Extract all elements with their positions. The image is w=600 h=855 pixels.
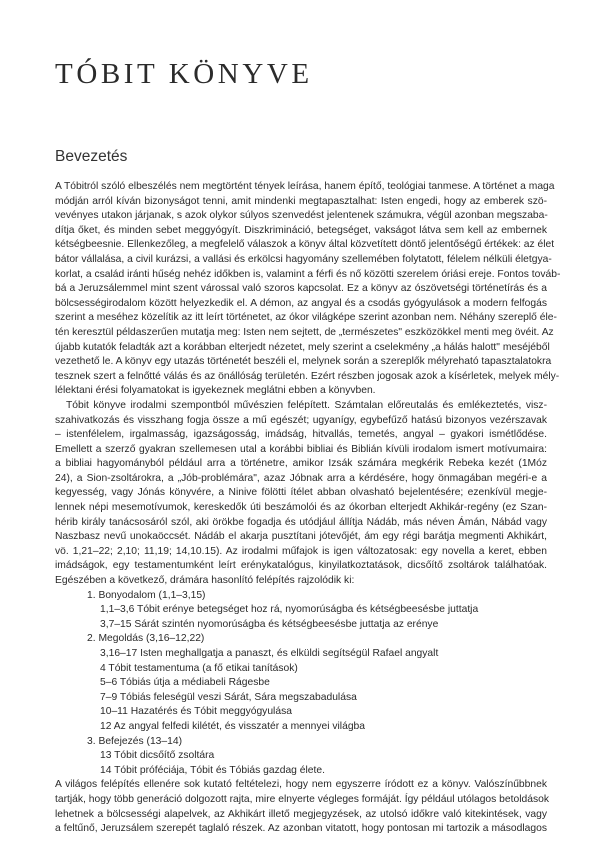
text-line: – istenfélelem, irgalmasság, igazságosság, imádság, hitvallás, temetés, angyal – gyakori ismétlődése. xyxy=(55,429,547,441)
text-line: dítja őket, és minden sebet meggyógyít. Diszkrimináció, betegséget, vakságot látva sem kell az embernek xyxy=(55,224,547,236)
text-line: A Tóbitról szóló elbeszélés nem megtörtént tények leírása, hanem építő, teológiai tanmese. A történet a maga xyxy=(55,181,555,192)
outline-section-heading: 1. Bonyodalom (1,1–3,15) xyxy=(87,589,206,601)
outline-item: 3,16–17 Isten meghallgatja a panaszt, és elküldi segítségül Rafael angyalt xyxy=(100,648,439,659)
section-heading: Bevezetés xyxy=(55,148,128,165)
text-line: a bibliai hagyományból például arra a történetre, amikor Izsák számára megkérik Rebeka kezét (1Móz xyxy=(55,458,547,470)
text-line: újabb kutatók feladták azt a korábban elterjedt nézetet, mely szerint a cselekmény „a hálás halott" meséjéből xyxy=(55,341,550,353)
text-line: tartják, hogy több generáció dolgozott rajta, mire elnyerte végleges formáját. Így például utólagos betoldások xyxy=(55,793,549,805)
book-title: TÓBIT KÖNYVE xyxy=(55,58,313,90)
text-line: kegyesség, vagy Jónás könyvére, a Ninive fölötti ítélet abban olvasható bejelentésére; ezenkívül megje- xyxy=(55,487,547,499)
text-line: lélektani érési folyamatokat is igyekeznek meglátni ebben a könyvben. xyxy=(55,385,376,397)
outline-item: 12 Az angyal felfedi kilétét, és visszatér a mennyei világba xyxy=(100,720,366,732)
body-text xyxy=(55,180,561,837)
text-line: 24), a Sion-zsoltárokra, a „Jób-problémára", azaz Jóbnak arra a kérdésére, hogy önmagában megéri-e a xyxy=(55,472,547,484)
text-line: tesznek szert a felnőtté válás és az önállóság területén. Ezért részben jogosak azok a kísérletek, melyek mély- xyxy=(55,370,560,382)
outline-item: 14 Tóbit próféciája, Tóbit és Tóbiás gazdag élete. xyxy=(100,764,325,776)
text-line: lehetnek a bölcsességi alapelvek, az Akhikárt illető megjegyzések, az utolsó időkre való kitekintések, vagy xyxy=(55,808,547,820)
outline-section-heading: 2. Megoldás (3,16–12,22) xyxy=(87,633,205,645)
outline-item: 10–11 Hazatérés és Tóbit meggyógyulása xyxy=(100,706,292,718)
text-line: A világos felépítés ellenére sok kutató feltételezi, hogy nem egyszerre íródott ez a könyv. Valószínűbbnek xyxy=(55,779,547,791)
outline-item: 3,7–15 Sárát szintén nyomorúságba és kétségbeesésbe juttatja az erénye xyxy=(100,618,439,630)
outline-section-heading: 3. Befejezés (13–14) xyxy=(87,735,183,747)
structure-paragraph xyxy=(55,399,547,589)
text-line: kétségbeesnie. Ellenkezőleg, a megfelelő válaszok a könyv által közvetített döntő jelentőségű értékek: az élet xyxy=(55,239,555,251)
structure-outline xyxy=(55,589,547,779)
text-line: szahivatkozás és visszhang fogja össze a mű egészét; ugyanígy, egybefűző hatású bizonyos vezérszavak xyxy=(55,414,547,426)
closing-paragraph xyxy=(55,778,547,836)
text-line: vö. 1,21–22; 2,10; 11,19; 14,10.15). Az irodalmi műfajok is igen változatosak: egy novella a keret, ebben xyxy=(55,545,547,557)
text-line: Naszbasz nevű unokaöccsét. Nádáb el akarja pusztítani jótevőjét, ám egy régi barátja megmenti Akhikárt, xyxy=(55,531,547,543)
outline-item: 4 Tóbit testamentuma (a fő etikai tanítások) xyxy=(100,662,298,674)
text-line: bá a Jeruzsálemmel mint szent várossal való szoros kapcsolat. Ez a könyv az ószövetségi történetírás és a xyxy=(55,283,547,295)
text-line: korlat, a család iránti hűség nehéz időkben is, valamint a férfi és nő közötti szerelem óriási ereje. Fontos továb- xyxy=(55,268,561,280)
outline-item: 13 Tóbit dicsőítő zsoltára xyxy=(100,750,215,762)
text-line: imádságok, egy testamentumként leírt erénykatalógus, kinyilatkoztatások, dicsőítő zsoltárok találhatóak. xyxy=(55,560,547,572)
outline-item: 7–9 Tóbiás feleségül veszi Sárát, Sára megszabadulása xyxy=(100,691,357,703)
text-line: vevényes utakon járjanak, s azok olykor súlyos szenvedést jelentenek számukra, végül azonban megszaba- xyxy=(55,210,548,222)
text-line: módján arról kíván bizonyságot tenni, amit mindenki megtapasztalhat: Isten engedi, hogy az emberek szö- xyxy=(55,195,547,207)
outline-item: 5–6 Tóbiás útja a médiabeli Rágesbe xyxy=(100,677,270,689)
text-line: bátor vállalása, a civil kurázsi, a vallási és erkölcsi hagyomány szellemében folytatott, félelem nélküli életgya- xyxy=(55,253,552,265)
text-line: Tóbit könyve irodalmi szempontból művészien felépített. Számtalan előreutalás és emlékeztetés, visz- xyxy=(66,399,547,411)
text-line: szerint a meséhez közelítik az itt leírt történetet, az ókor világképe szerint azonban nem. Néhány szereplő éle- xyxy=(55,312,557,324)
text-line: bölcsességirodalom között helyezkedik el. A démon, az angyal és a csodás gyógyulások a modern felfogás xyxy=(55,297,547,309)
text-line: Emellett a szerző gyakran szellemesen utal a korábbi bibliai és Biblián kívüli irodalom ismert motívumaira: xyxy=(55,443,547,455)
text-line: vezethető le. A könyv egy utazás történetét beszéli el, melynek során a szereplők mélyreható tapasztalatokra xyxy=(55,356,552,368)
text-line: tén keresztül példaszerűen mutatja meg: Isten nem sejtett, de „természetes" eszközökkel menti meg övéit. Az xyxy=(55,326,554,338)
text-line: lennek népi mesemotívumok, kereskedők úti beszámolói és az ókorban elterjedt Akhikár-regény (ez Szan- xyxy=(55,502,547,514)
intro-paragraph xyxy=(55,180,561,399)
text-line: hérib király tanácsosáról szól, aki örökbe fogadja és utódjául állítja Nádáb, más néven Ámán, Nábád vagy xyxy=(55,516,547,528)
text-line: Egészében a következő, drámára hasonlító felépítés rajzolódik ki: xyxy=(55,575,355,587)
text-line: a feltűnő, Jeruzsálem szerepét taglaló részek. Az azonban vitatott, hogy pontosan mi tartozik a másodlagos xyxy=(55,823,547,835)
outline-item: 1,1–3,6 Tóbit erénye betegséget hoz rá, nyomorúságba és kétségbeesésbe juttatja xyxy=(100,604,479,616)
